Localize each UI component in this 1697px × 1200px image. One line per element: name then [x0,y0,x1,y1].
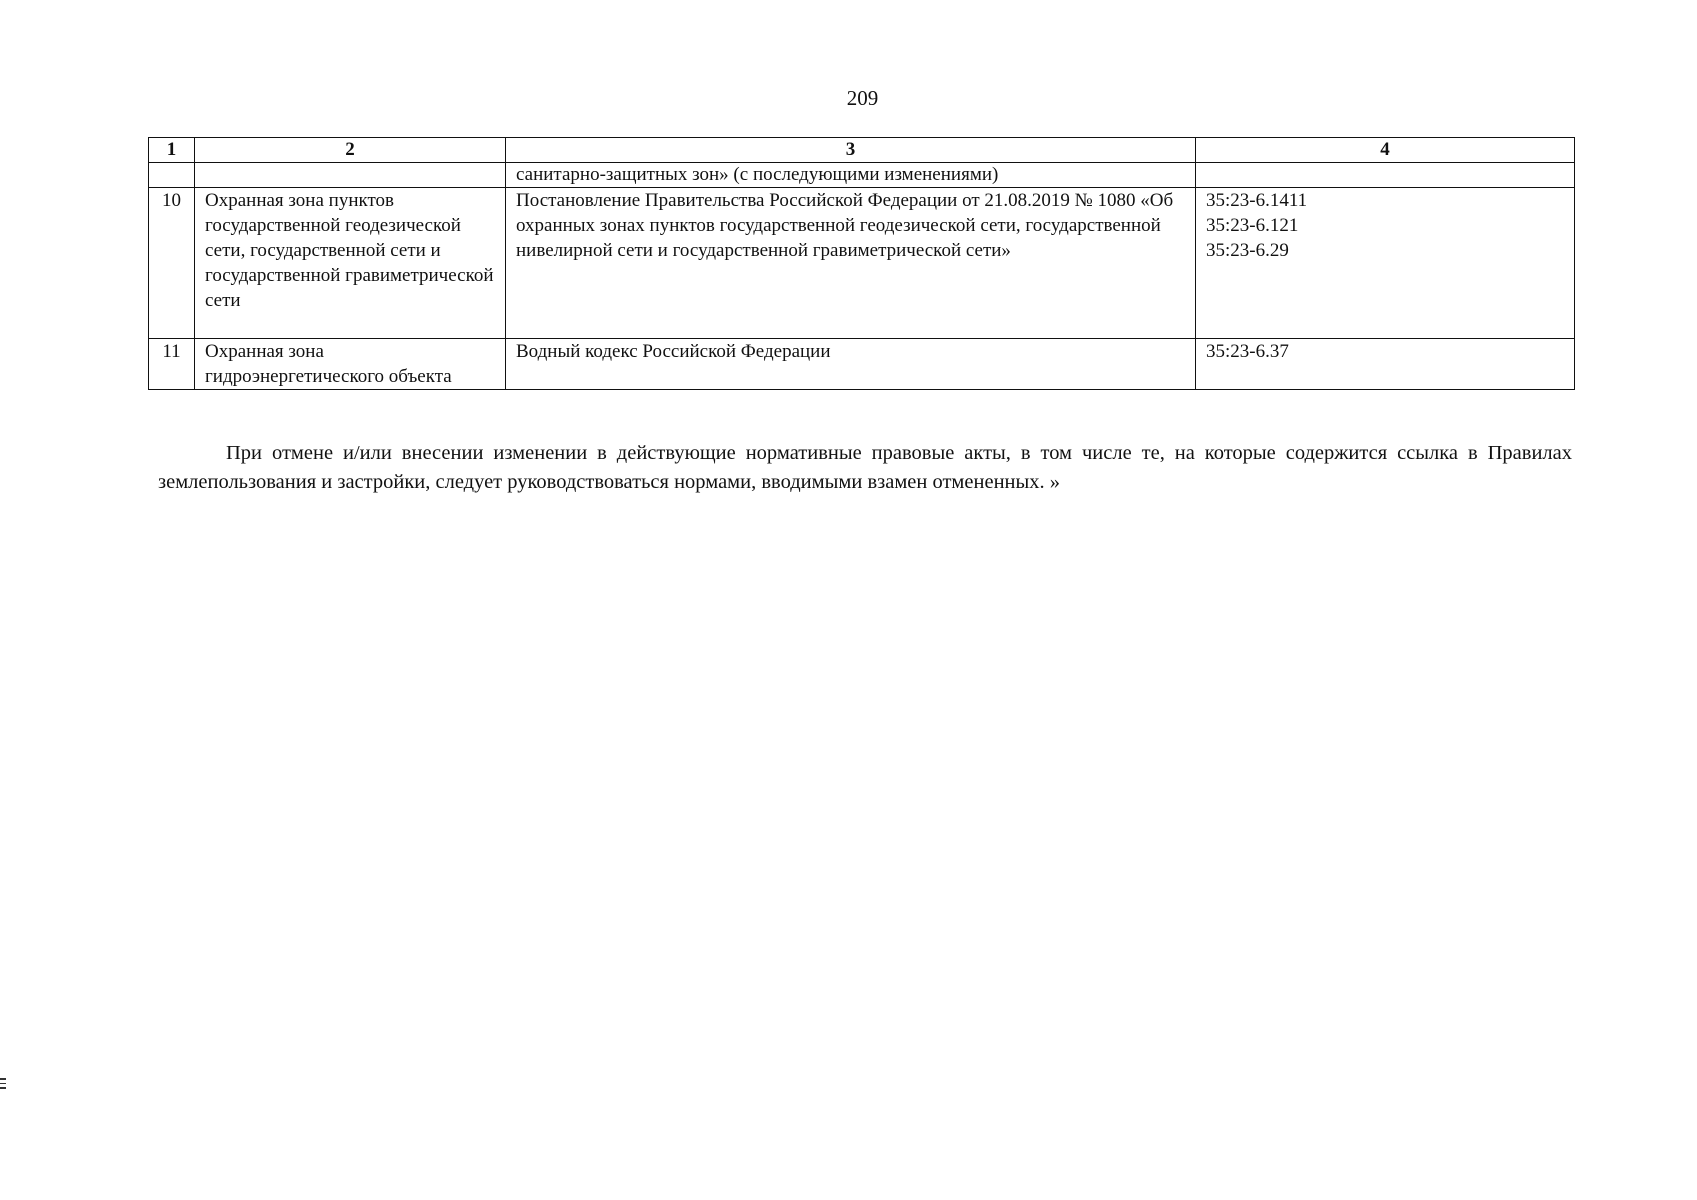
margin-mark [0,1078,6,1090]
closing-paragraph: При отмене и/или внесении изменении в действующие нормативные правовые акты, в том числе те, на которые содержится ссылка в Правилах землепользования и застройки, следует руководствоваться нормами, вводимыми взамен отмененных. » [158,441,1572,493]
zone-codes [1196,339,1575,390]
row-number [149,163,195,188]
table-header-row [149,138,1575,163]
column-header-3: 3 [506,138,1196,163]
zone-code: 35:23-6.29 [1206,240,1289,261]
zone-name [195,163,506,188]
zone-code: 35:23-6.37 [1206,341,1289,362]
zone-name: Охранная зона пунктов государственной геодезической сети, государственной сети и государственной гравиметрической сети [195,188,506,339]
row-number: 10 [149,188,195,339]
legal-document: Водный кодекс Российской Федерации [506,339,1196,390]
zone-name: Охранная зона гидроэнергетического объекта [195,339,506,390]
zones-table [148,137,1575,390]
column-header-1: 1 [149,138,195,163]
zone-code: 35:23-6.1411 [1206,190,1308,211]
legal-document: Постановление Правительства Российской Федерации от 21.08.2019 № 1080 «Об охранных зонах пунктов государственной геодезической сети, государственной нивелирной сети и государственной гравиметрической сети» [506,188,1196,339]
column-header-4: 4 [1196,138,1575,163]
zone-codes [1196,163,1575,188]
row-number: 11 [149,339,195,390]
zone-code: 35:23-6.121 [1206,215,1299,236]
table-row [149,188,1575,339]
page-number: 209 [846,86,879,110]
zone-codes [1196,188,1575,339]
table-row-continuation [149,163,1575,188]
legal-document: санитарно-защитных зон» (с последующими изменениями) [506,163,1196,188]
column-header-2: 2 [195,138,506,163]
table-row [149,339,1575,390]
